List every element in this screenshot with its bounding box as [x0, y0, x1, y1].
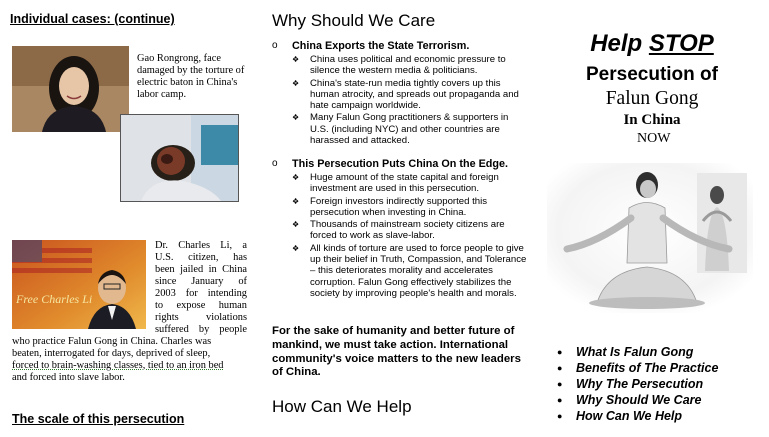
toc-item: ● Why Should We Care: [557, 392, 718, 408]
charles-li-line: 2003 for intending: [155, 288, 247, 299]
bullet-item: ❖ China's state-run media tightly covers up this human atrocity, and spreads out propaganda and hate campaign worldwide.: [292, 78, 528, 112]
bullet-item: ❖ Many Falun Gong practitioners & supporters in U.S. (including NYC) and other countries are harassed and attacked.: [292, 112, 528, 146]
now-title: NOW: [637, 131, 671, 146]
section-bullets: [272, 54, 528, 146]
section-persecution-edge: [272, 158, 528, 300]
bullet-item: ❖ Thousands of mainstream society citizens are forced to work as slave-labor.: [292, 219, 528, 242]
charles-li-line: suffered by people: [155, 324, 247, 335]
bullet-item: ❖ All kinds of torture are used to force people to give up their belief in Truth, Compassion, and Tolerance – this deteriorates morality and accelerates corruption. Falun Gong effectively stabilizes the society by improving people's health and morals.: [292, 243, 528, 299]
right-column: [535, 0, 769, 437]
why-should-we-care-title: Why Should We Care: [272, 11, 436, 30]
call-to-action-text: For the sake of humanity and better future of mankind, we must take action. International community's voice matters to the new leaders of China.: [272, 325, 521, 379]
charles-li-text-bottom: [12, 336, 248, 384]
charles-li-line: forced to brain-washing classes, tied to an iron bed: [12, 360, 224, 371]
section-exports-terrorism: [272, 40, 528, 147]
how-can-we-help-title: How Can We Help: [272, 397, 412, 416]
help-stop-title: [535, 30, 769, 58]
injured-face-photo: [120, 114, 239, 202]
scale-of-persecution-heading: The scale of this persecution: [12, 412, 185, 426]
toc-item: ● Benefits of The Practice: [557, 360, 718, 376]
toc-item: ● Why The Persecution: [557, 376, 718, 392]
charles-li-line: beaten, interrogated for days, deprived of sleep,: [12, 348, 211, 359]
individual-cases-heading: Individual cases: (continue): [10, 12, 175, 26]
section-heading: o China Exports the State Terrorism.: [272, 40, 528, 52]
middle-column: [262, 0, 530, 437]
bullet-item: ❖ Huge amount of the state capital and foreign investment are used in this persecution.: [292, 172, 528, 195]
section-heading: o This Persecution Puts China On the Edge.: [272, 158, 528, 170]
table-of-contents: [557, 344, 718, 424]
bullet-item: ❖ China uses political and economic pressure to silence the western media & politicians.: [292, 54, 528, 77]
section-bullets: [272, 172, 528, 299]
toc-item: ● How Can We Help: [557, 408, 718, 424]
charles-li-line: to expose human: [155, 300, 247, 311]
bullet-item: ❖ Foreign investors indirectly supported this persecution when investing in China.: [292, 196, 528, 219]
falun-gong-title: Falun Gong: [605, 88, 699, 109]
free-charles-li-photo: [12, 240, 146, 329]
in-china-title: In China: [623, 112, 681, 128]
stop-word: STOP: [648, 30, 714, 57]
free-charles-li-banner: Free Charles Li: [16, 292, 93, 306]
charles-li-line: Dr. Charles Li, a: [155, 240, 247, 251]
gao-rongrong-caption: Gao Rongrong, face damaged by the torture of electric baton in China's labor camp.: [137, 53, 245, 100]
gao-rongrong-portrait-photo: [12, 46, 129, 132]
help-word: Help: [590, 30, 643, 57]
meditation-practitioners-photo: [547, 163, 753, 313]
charles-li-line: who practice Falun Gong in China. Charles was: [12, 336, 212, 347]
left-column: [0, 0, 250, 437]
charles-li-line: been jailed in China: [155, 264, 247, 275]
charles-li-line: since January of: [155, 276, 247, 287]
toc-item: ● What Is Falun Gong: [557, 344, 718, 360]
persecution-of-title: Persecution of: [586, 64, 718, 85]
charles-li-line: and forced into slave labor.: [12, 372, 125, 383]
charles-li-line: U.S. citizen, has: [155, 252, 247, 263]
charles-li-line: rights violations: [155, 312, 247, 323]
charles-li-text-right: [155, 240, 247, 336]
